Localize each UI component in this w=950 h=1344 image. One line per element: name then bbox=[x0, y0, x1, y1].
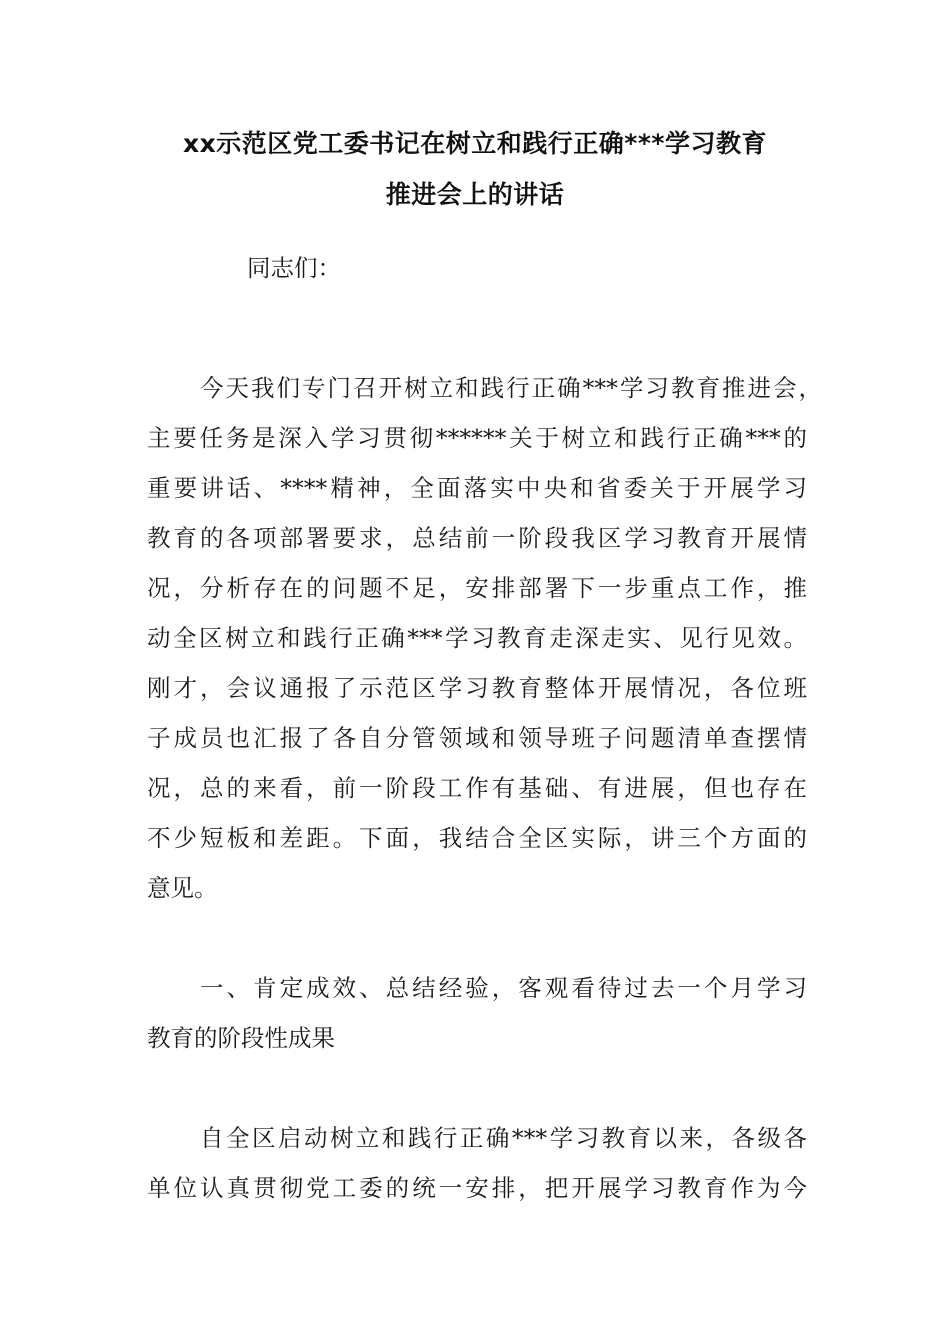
paragraph-1-line: 动全区树立和践行正确***学习教育走深走实、见行见效。 bbox=[147, 624, 807, 652]
document-title-line-1: xx示范区党工委书记在树立和践行正确***学习教育 bbox=[183, 129, 767, 158]
paragraph-1-line: 况，分析存在的问题不足，安排部署下一步重点工作，推 bbox=[147, 574, 807, 602]
greeting: 同志们： bbox=[247, 254, 341, 282]
paragraph-1-line: 重要讲话、****精神，全面落实中央和省委关于开展学习 bbox=[147, 474, 807, 502]
document-title-line-2: 推进会上的讲话 bbox=[385, 180, 565, 209]
paragraph-1-line: 刚才，会议通报了示范区学习教育整体开展情况，各位班 bbox=[147, 674, 807, 702]
paragraph-1-line: 意见。 bbox=[147, 874, 218, 902]
paragraph-1-line: 不少短板和差距。下面，我结合全区实际，讲三个方面的 bbox=[147, 824, 807, 852]
paragraph-2-line: 自全区启动树立和践行正确***学习教育以来，各级各 bbox=[200, 1124, 807, 1152]
section-1-heading-line: 一、肯定成效、总结经验，客观看待过去一个月学习 bbox=[200, 974, 807, 1002]
paragraph-1-line: 主要任务是深入学习贯彻******关于树立和践行正确***的 bbox=[147, 424, 807, 452]
paragraph-1-line: 教育的各项部署要求，总结前一阶段我区学习教育开展情 bbox=[147, 524, 807, 552]
paragraph-2-line: 单位认真贯彻党工委的统一安排，把开展学习教育作为今 bbox=[147, 1174, 807, 1202]
section-1-heading-line: 教育的阶段性成果 bbox=[147, 1024, 335, 1052]
paragraph-1-line: 况，总的来看，前一阶段工作有基础、有进展，但也存在 bbox=[147, 774, 807, 802]
paragraph-1-line: 今天我们专门召开树立和践行正确***学习教育推进会， bbox=[200, 374, 822, 402]
paragraph-1-line: 子成员也汇报了各自分管领域和领导班子问题清单查摆情 bbox=[147, 724, 807, 752]
